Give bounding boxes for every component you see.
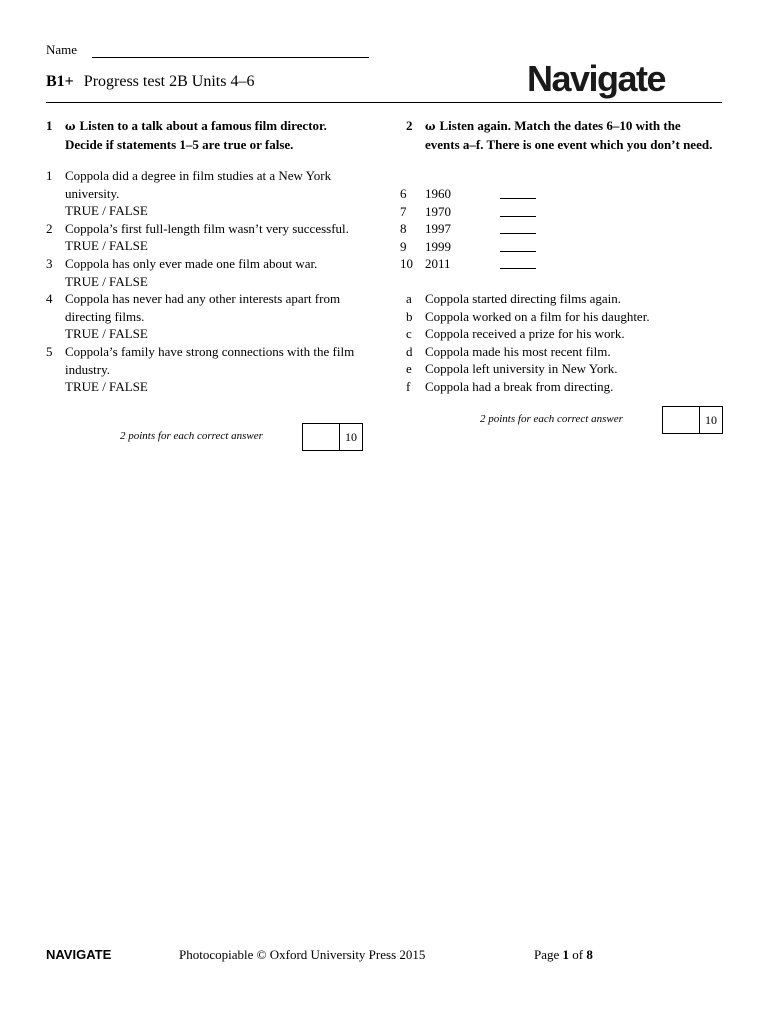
q2-score-box xyxy=(662,406,723,434)
statement-text: Coppola’s family have strong connections with the film industry. xyxy=(65,343,355,377)
level-label: B1+ xyxy=(46,73,74,90)
statement-text: Coppola has only ever made one film about war. xyxy=(65,255,318,271)
q1-instruction-text: Listen to a talk about a famous film director. Decide if statements 1–5 are true or false. xyxy=(65,118,327,152)
page-indicator: Page 1 of 8 xyxy=(534,947,593,962)
q1-score-box xyxy=(302,423,363,451)
statement-text: Coppola did a degree in film studies at a New York university. xyxy=(65,168,332,201)
answer-blank[interactable] xyxy=(500,185,536,199)
score-input[interactable] xyxy=(663,407,700,433)
true-false-choice[interactable]: TRUE / FALSE xyxy=(65,379,148,395)
list-item: 3 Coppola has only ever made one film about war. TRUE / FALSE xyxy=(46,255,318,289)
current-page: 1 xyxy=(562,947,570,962)
q1-number: 1 xyxy=(46,118,53,133)
q1-items xyxy=(46,167,364,396)
answer-blank[interactable] xyxy=(500,220,536,234)
footer-brand: NAVIGATE xyxy=(46,947,112,962)
true-false-choice[interactable]: TRUE / FALSE xyxy=(65,326,148,342)
q2-instruction-text: Listen again. Match the dates 6–10 with the events a–f. There is one event which you don’t need. xyxy=(425,118,713,152)
statement-text: Coppola has never had any other interests apart from directing films. xyxy=(65,291,341,324)
max-score: 10 xyxy=(345,430,357,444)
score-input[interactable] xyxy=(303,424,340,450)
true-false-choice[interactable]: TRUE / FALSE xyxy=(65,238,148,254)
audio-icon: ω xyxy=(425,120,436,133)
date-row: 7 1970 xyxy=(400,203,536,221)
audio-icon: ω xyxy=(65,120,76,133)
footer-copyright: Photocopiable © Oxford University Press 2015 xyxy=(179,947,426,962)
q2-events xyxy=(406,290,716,396)
q2-instruction xyxy=(425,117,715,154)
list-item: c Coppola received a prize for his work. xyxy=(406,326,625,342)
list-item: 1 Coppola did a degree in film studies at a New York university. TRUE / FALSE xyxy=(46,168,332,219)
list-item: e Coppola left university in New York. xyxy=(406,361,618,377)
q2-dates xyxy=(400,185,536,273)
list-item: 5 Coppola’s family have strong connections with the film industry. TRUE / FALSE xyxy=(46,343,355,395)
name-label: Name xyxy=(46,42,78,57)
list-item: 4 Coppola has never had any other interests apart from directing films. TRUE / FALSE xyxy=(46,291,341,342)
q1-instruction xyxy=(65,117,363,154)
brand-logo: Navigate xyxy=(527,58,666,99)
answer-blank[interactable] xyxy=(500,255,536,269)
date-row: 9 1999 xyxy=(400,238,536,256)
test-title: Progress test 2B Units 4–6 xyxy=(83,73,255,90)
max-score: 10 xyxy=(705,413,717,427)
q2-points-text: 2 points for each correct answer xyxy=(480,413,623,425)
answer-blank[interactable] xyxy=(500,203,536,217)
list-item: a Coppola started directing films again. xyxy=(406,291,622,306)
date-row: 10 2011 xyxy=(400,255,536,273)
date-row: 8 1997 xyxy=(400,220,536,238)
q2-number: 2 xyxy=(406,118,413,133)
statement-text: Coppola’s first full-length film wasn’t very successful. xyxy=(65,220,349,236)
answer-blank[interactable] xyxy=(500,238,536,252)
true-false-choice[interactable]: TRUE / FALSE xyxy=(65,203,148,219)
test-title-row xyxy=(46,73,254,91)
list-item: 2 Coppola’s first full-length film wasn’t very successful. TRUE / FALSE xyxy=(46,220,349,254)
total-pages: 8 xyxy=(586,947,593,962)
list-item: d Coppola made his most recent film. xyxy=(406,343,611,359)
header-divider xyxy=(46,102,722,103)
name-field[interactable] xyxy=(92,57,369,58)
list-item: b Coppola worked on a film for his daughter. xyxy=(406,308,650,324)
true-false-choice[interactable]: TRUE / FALSE xyxy=(65,273,148,289)
q1-points-text: 2 points for each correct answer xyxy=(120,430,263,442)
date-row: 6 1960 xyxy=(400,185,536,203)
list-item: f Coppola had a break from directing. xyxy=(406,378,614,394)
